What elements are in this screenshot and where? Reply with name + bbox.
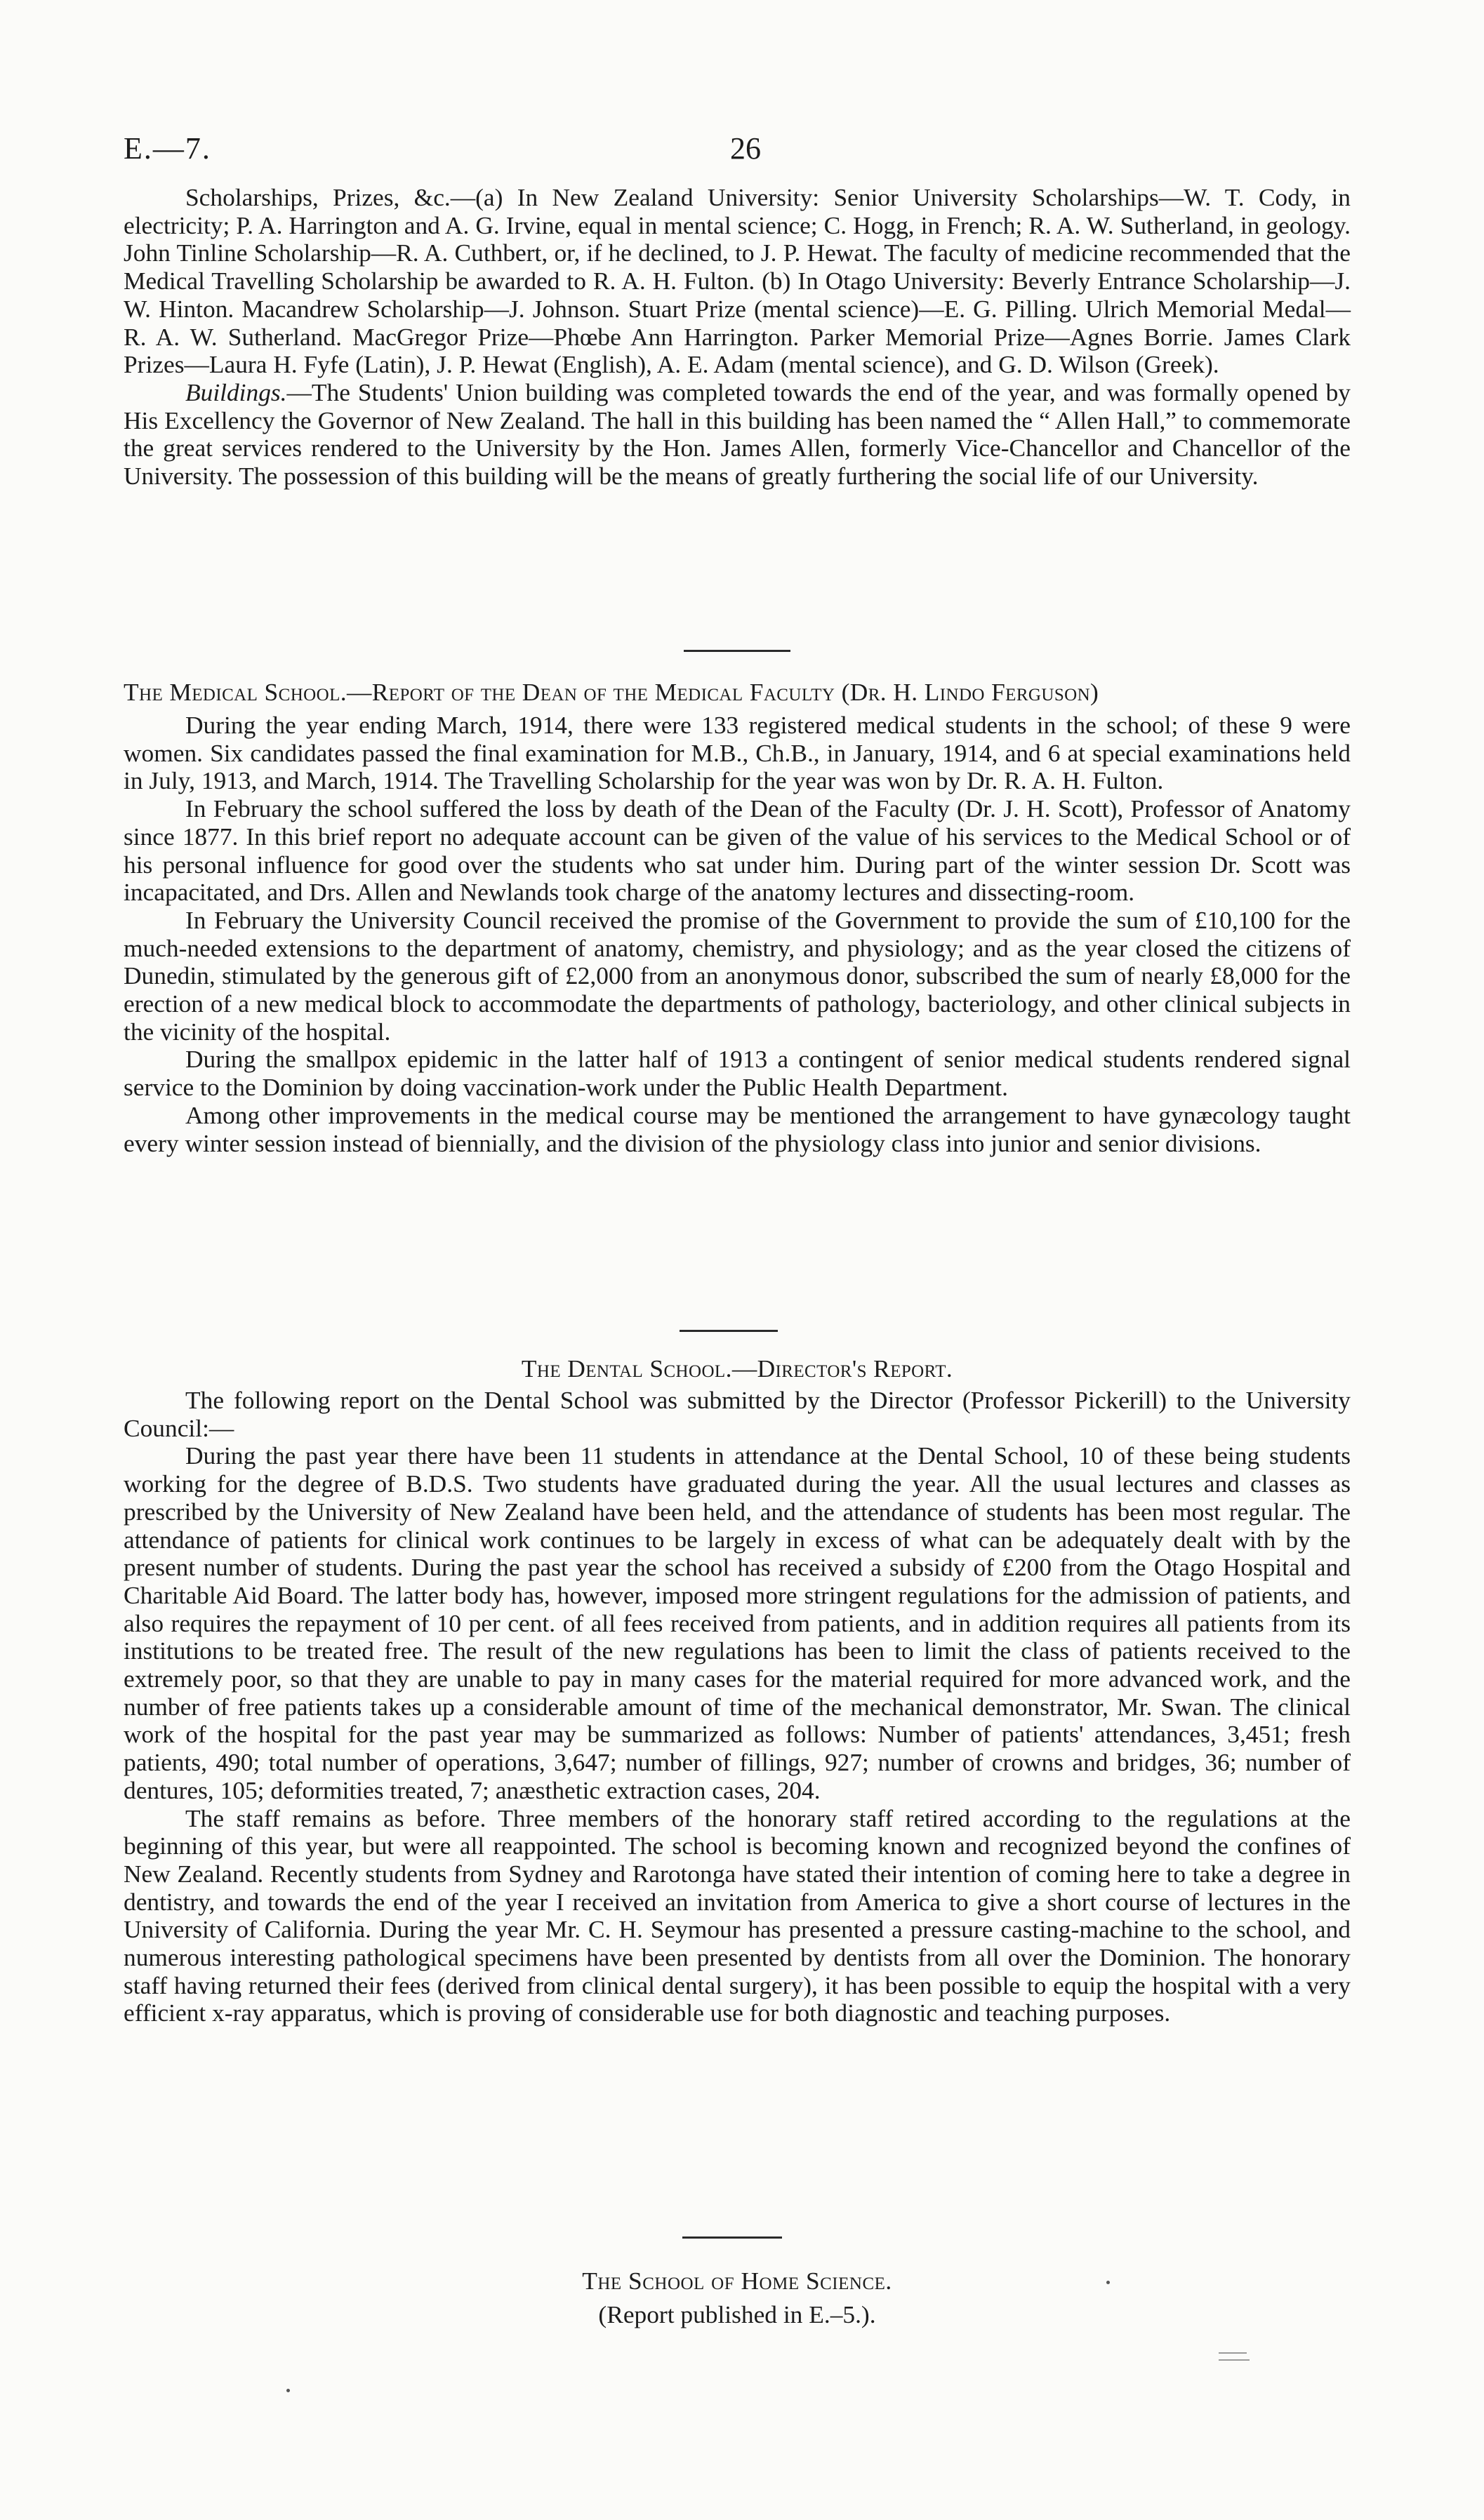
dental-school-section [124, 1387, 1351, 2027]
print-mark [286, 2389, 290, 2392]
page-number: 26 [730, 131, 761, 166]
buildings-text: —The Students' Union building was completed towards the end of the year, and was formally opened by His Excellency the Governor of New Zealand. The hall in this building has been named the “ Allen Hall,” to commemorate the great services rendered to the University by the Hon. James Allen, formerly Vice-Chancellor and Chancellor of the University. The possession of this building will be the means of greatly furthering the social life of our University. [124, 378, 1351, 491]
medical-paragraph: During the smallpox epidemic in the latter half of 1913 a contingent of senior medical students rendered signal service to the Dominion by doing vaccination-work under the Public Health Department. [124, 1045, 1351, 1102]
buildings-paragraph [124, 379, 1351, 491]
dental-paragraph: The following report on the Dental School was submitted by the Director (Professor Pickerill) to the University Council:— [124, 1386, 1351, 1442]
print-mark [1219, 2359, 1250, 2361]
university-section [124, 184, 1351, 491]
dental-school-heading: The Dental School.—Director's Report. [521, 1354, 953, 1382]
dental-paragraph: The staff remains as before. Three members of the honorary staff retired according to the regulations at the beginning of this year, but were all reappointed. The school is becoming known and recognized beyond the confines of New Zealand. Recently students from Sydney and Rarotonga have stated their intention of coming here to take a degree in dentistry, and towards the end of the year I received an invitation from America to give a short course of lectures in the University of California. During the year Mr. C. H. Seymour has presented a pressure casting-machine to the school, and numerous interesting pathological specimens have been presented by dentists from all over the Dominion. The honorary staff having returned their fees (derived from clinical dental surgery), it has been possible to equip the hospital with a very efficient x-ray apparatus, which is proving of considerable use for both diagnostic and teaching purposes. [124, 1804, 1351, 2027]
section-divider [682, 2236, 782, 2239]
medical-paragraph: In February the school suffered the loss by death of the Dean of the Faculty (Dr. J. H. Scott), Professor of Anatomy since 1877. In this brief report no adequate account can be given of the value of his services to the Medical School or of his personal influence for good over the students who sat under him. During part of the winter session Dr. Scott was incapacitated, and Drs. Allen and Newlands took charge of the anatomy lectures and dissecting-room. [124, 794, 1351, 907]
medical-school-section [124, 712, 1351, 1157]
section-divider [684, 650, 790, 652]
scholarships-label: Scholarships, Prizes, &c. [185, 183, 451, 211]
print-mark [1219, 2352, 1247, 2354]
print-mark [1106, 2281, 1110, 2284]
medical-school-heading: The Medical School.—Report of the Dean of the Medical Faculty (Dr. H. Lindo Ferguson) [124, 678, 1099, 706]
scholarships-text: —(a) In New Zealand University: Senior University Scholarships—W. T. Cody, in electricity; P. A. Harrington and A. G. Irvine, equal in mental science; C. Hogg, in French; R. A. W. Sutherland, in geology. John Tinline Scholarship—R. A. Cuthbert, or, if he declined, to J. P. Hewat. The faculty of medicine recommended that the Medical Travelling Scholarship be awarded to R. A. H. Fulton. (b) In Otago University: Beverly Entrance Scholarship—J. W. Hinton. Macandrew Scholarship—J. Johnson. Stuart Prize (mental science)—E. G. Pilling. Ulrich Memorial Medal—R. A. W. Sutherland. MacGregor Prize—Phœbe Ann Harrington. Parker Memorial Prize—Agnes Borrie. James Clark Prizes—Laura H. Fyfe (Latin), J. P. Hewat (English), A. E. Adam (mental science), and G. D. Wilson (Greek). [124, 183, 1351, 379]
medical-paragraph: During the year ending March, 1914, there were 133 registered medical students in the school; of these 9 were women. Six candidates passed the final examination for M.B., Ch.B., in January, 1914, and 6 at special examinations held in July, 1913, and March, 1914. The Travelling Scholarship for the year was won by Dr. R. A. H. Fulton. [124, 711, 1351, 795]
dental-paragraph: During the past year there have been 11 students in attendance at the Dental School, 10 of these being students working for the degree of B.D.S. Two students have graduated during the year. All the usual lectures and classes as prescribed by the University of New Zealand have been held, and the attendance of students has been most regular. The attendance of patients for clinical work continues to be largely in excess of what can be adequately dealt with by the present number of students. During the past year the school has received a subsidy of £200 from the Otago Hospital and Charitable Aid Board. The latter body has, however, imposed more stringent regulations for the admission of patients, and also requires the repayment of 10 per cent. of all fees received from patients, and in addition requires all patients from its institutions to be treated free. The result of the new regulations has been to limit the class of patients received to the extremely poor, so that they are unable to pay in many cases for the material required for more advanced work, and the number of free patients takes up a considerable amount of time of the mechanical demonstrator, Mr. Swan. The clinical work of the hospital for the past year may be summarized as follows: Number of patients' attendances, 3,451; fresh patients, 490; total number of operations, 3,647; number of fillings, 927; number of crowns and bridges, 36; number of dentures, 105; deformities treated, 7; anæsthetic extraction cases, 204. [124, 1441, 1351, 1804]
home-science-heading: The School of Home Science. [582, 2267, 892, 2295]
medical-paragraph: Among other improvements in the medical course may be mentioned the arrangement to have gynæcology taught every winter session instead of biennially, and the division of the physiology class into junior and senior divisions. [124, 1100, 1351, 1157]
medical-paragraph: In February the University Council received the promise of the Government to provide the sum of £10,100 for the much-needed extensions to the department of anatomy, chemistry, and physiology; and as the year closed the citizens of Dunedin, stimulated by the generous gift of £2,000 from an anonymous donor, subscribed the sum of nearly £8,000 for the erection of a new medical block to accommodate the departments of pathology, bacteriology, and other clinical subjects in the vicinity of the hospital. [124, 905, 1351, 1046]
buildings-label: Buildings. [185, 378, 287, 406]
home-science-note: (Report published in E.–5.). [598, 2300, 876, 2328]
scholarships-paragraph [124, 184, 1351, 379]
report-code: E.—7. [124, 131, 211, 166]
section-divider [680, 1330, 778, 1332]
